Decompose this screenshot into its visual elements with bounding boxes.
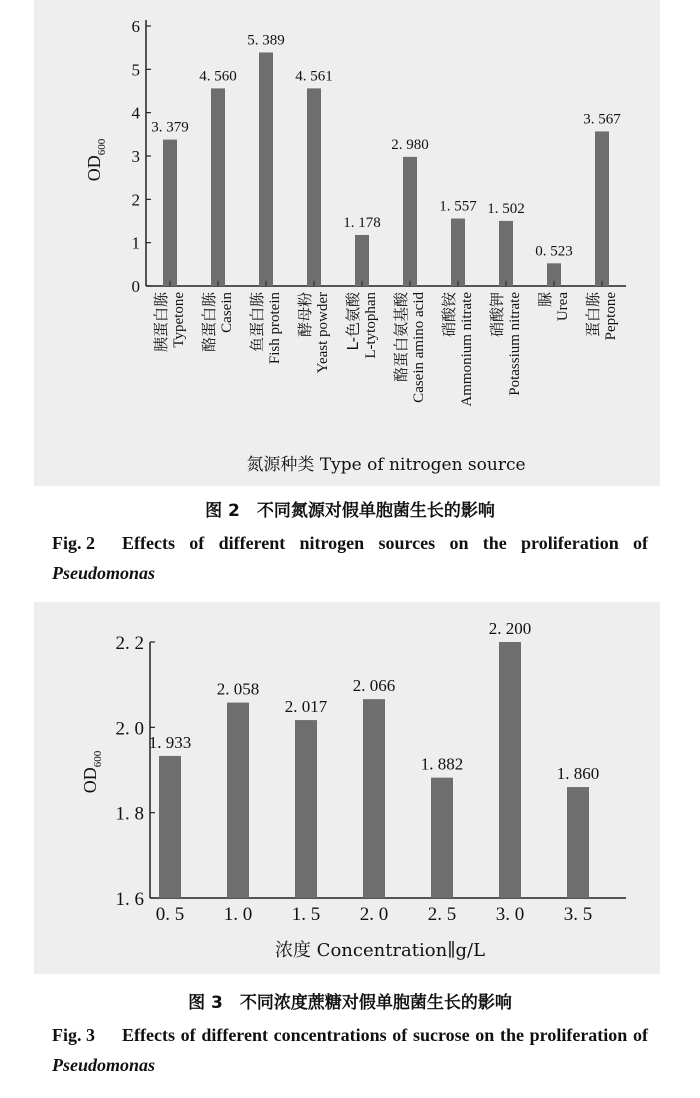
figure-2-panel	[0, 0, 700, 486]
bar	[363, 699, 385, 898]
figure-2-caption-text: Effects of different nitrogen sources on the proliferation of	[122, 533, 648, 553]
figure-3-panel	[0, 602, 700, 974]
bar	[259, 52, 273, 286]
x-tick-label-en: Ammonium nitrate	[459, 292, 475, 407]
y-tick-label: 4	[131, 103, 140, 123]
data-label: 1. 933	[148, 732, 192, 752]
figure-3-caption-en	[52, 1020, 648, 1080]
x-tick-label-cn: 鱼蛋白胨	[248, 292, 266, 353]
bar	[451, 219, 465, 286]
bar	[499, 221, 513, 286]
bar	[295, 720, 317, 898]
bar	[307, 88, 321, 286]
figure-2-caption-cn: 图 2 不同氮源对假单胞菌生长的影响	[205, 501, 495, 521]
figure-3-number: Fig. 3	[52, 1025, 95, 1045]
x-tick-label-en: Typetone	[171, 292, 187, 348]
data-label: 3. 567	[583, 111, 621, 128]
data-label: 4. 560	[199, 68, 237, 85]
x-tick-label: 3. 0	[495, 904, 525, 925]
y-tick-label: 6	[131, 17, 140, 36]
x-tick-label-en: Casein amino acid	[411, 292, 427, 403]
x-tick-label: 1. 5	[291, 904, 321, 925]
x-tick-label-cn: L-色氨酸	[344, 292, 362, 351]
bar	[431, 778, 453, 898]
x-tick-label-en: L-tytophan	[363, 292, 379, 359]
y-tick-label: 3	[131, 147, 140, 166]
data-label: 1. 882	[420, 754, 464, 774]
x-tick-label-cn: 脲	[536, 292, 554, 308]
bar	[499, 642, 521, 898]
figure-3-caption-text: Effects of different concentrations of sucrose on the proliferation of	[122, 1025, 648, 1045]
figure-2-caption	[0, 494, 700, 596]
figure-2-number: Fig. 2	[52, 533, 95, 553]
y-tick-label: 1	[131, 233, 140, 253]
x-tick-label-en: Yeast powder	[315, 292, 331, 374]
x-tick-label-cn: 酪蛋白胨	[200, 292, 218, 353]
x-tick-label-en: Urea	[555, 292, 571, 322]
x-tick-label-cn: 硝酸钾	[488, 292, 506, 338]
figure-3-caption-cn: 图 3 不同浓度蔗糖对假单胞菌生长的影响	[188, 993, 512, 1013]
y-tick-label: 1. 8	[115, 803, 144, 825]
data-label: 3. 379	[151, 119, 189, 136]
x-tick-label-en: Casein	[219, 292, 235, 333]
bar	[595, 131, 609, 286]
y-axis-label: $OD_{600}$	[80, 750, 104, 794]
figure-2-chart	[0, 0, 700, 486]
bar	[163, 140, 177, 286]
bar	[567, 787, 589, 898]
x-axis-label: 浓度 Concentration∥g/L	[274, 940, 486, 961]
figure-2-caption-en	[52, 528, 648, 588]
data-label: 1. 502	[487, 200, 525, 217]
x-tick-label-cn: 硝酸铵	[440, 292, 458, 338]
data-label: 1. 557	[439, 198, 477, 215]
x-tick-label-cn: 酵母粉	[296, 292, 314, 338]
x-tick-label-en: Fish protein	[267, 292, 283, 365]
y-tick-label: 1. 6	[115, 889, 144, 910]
x-tick-label-en: Peptone	[603, 292, 619, 341]
y-tick-label: 2. 0	[115, 718, 144, 740]
figure-2-caption-italic: Pseudomonas	[52, 563, 156, 583]
x-tick-label: 2. 0	[359, 904, 389, 925]
figure-3-caption-italic: Pseudomonas	[52, 1055, 156, 1075]
x-tick-label: 1. 0	[223, 904, 253, 925]
bar	[211, 88, 225, 286]
x-tick-label-cn: 酪蛋白氨基酸	[392, 292, 410, 383]
figure-3-caption	[0, 986, 700, 1090]
data-label: 2. 058	[216, 679, 260, 699]
y-tick-label: 5	[131, 60, 140, 80]
bar	[403, 157, 417, 286]
bar	[355, 235, 369, 286]
y-tick-label: 0	[131, 277, 140, 296]
x-tick-label-cn: 胰蛋白胨	[152, 292, 170, 353]
data-label: 5. 389	[247, 32, 285, 49]
data-label: 1. 178	[343, 214, 381, 231]
y-axis-label: $OD_{600}$	[84, 138, 108, 182]
x-tick-label: 0. 5	[155, 904, 185, 925]
data-label: 4. 561	[295, 68, 333, 85]
bar	[159, 756, 181, 898]
figure-3-chart	[0, 602, 700, 974]
data-label: 1. 860	[556, 764, 600, 784]
x-axis-label: 氮源种类 Type of nitrogen source	[246, 455, 526, 475]
bar	[227, 703, 249, 898]
x-tick-label-en: Potassium nitrate	[507, 292, 523, 396]
data-label: 2. 980	[391, 136, 429, 153]
y-tick-label: 2. 2	[115, 633, 144, 654]
data-label: 2. 066	[352, 676, 396, 696]
y-tick-label: 2	[131, 190, 140, 210]
data-label: 2. 017	[284, 697, 328, 717]
x-tick-label: 3. 5	[563, 904, 593, 925]
data-label: 0. 523	[535, 243, 573, 260]
x-tick-label-cn: 蛋白胨	[584, 292, 602, 338]
data-label: 2. 200	[488, 619, 532, 638]
x-tick-label: 2. 5	[427, 904, 457, 925]
